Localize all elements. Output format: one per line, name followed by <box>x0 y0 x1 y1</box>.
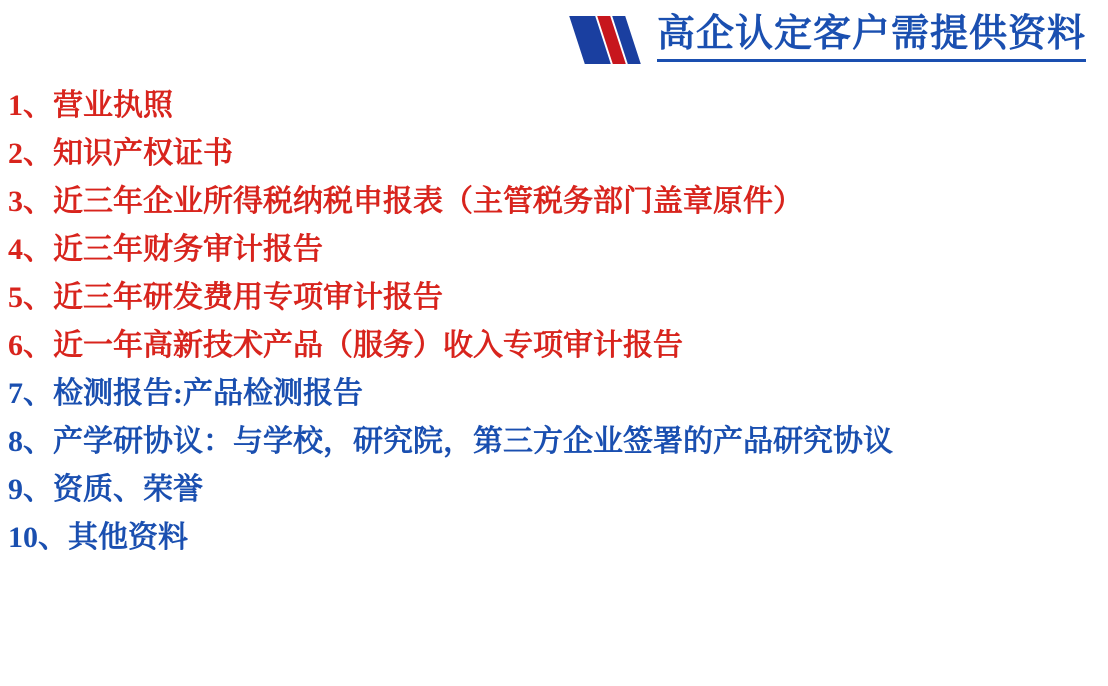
list-item <box>8 82 1100 130</box>
double-slash-flag-icon <box>575 10 643 66</box>
list-item <box>8 274 1100 322</box>
page-title: 高企认定客户需提供资料 <box>657 15 1086 62</box>
list-item <box>8 130 1100 178</box>
list-item-label: 近一年高新技术产品（服务）收入专项审计报告 <box>53 329 683 362</box>
list-item-number: 9、 <box>8 473 53 506</box>
list-item-number: 2、 <box>8 137 53 170</box>
list-item-number: 10、 <box>8 521 68 554</box>
list-item <box>8 466 1100 514</box>
list-item-number: 5、 <box>8 281 53 314</box>
list-item-label: 近三年财务审计报告 <box>53 233 323 266</box>
list-item <box>8 370 1100 418</box>
list-item-number: 8、 <box>8 425 53 458</box>
slide-header <box>575 10 1086 66</box>
list-item-label: 营业执照 <box>53 89 173 122</box>
list-item-label: 近三年研发费用专项审计报告 <box>53 281 443 314</box>
list-item-number: 4、 <box>8 233 53 266</box>
list-item <box>8 178 1100 226</box>
list-item <box>8 322 1100 370</box>
list-item-number: 1、 <box>8 89 53 122</box>
list-item-label: 检测报告:产品检测报告 <box>53 377 363 410</box>
list-item <box>8 514 1100 562</box>
list-item-label: 知识产权证书 <box>53 137 233 170</box>
list-item <box>8 226 1100 274</box>
list-item-label: 产学研协议：与学校，研究院，第三方企业签署的产品研究协议 <box>53 425 893 458</box>
list-item-number: 7、 <box>8 377 53 410</box>
list-item-label: 其他资料 <box>68 521 188 554</box>
list-item-label: 近三年企业所得税纳税申报表（主管税务部门盖章原件） <box>53 185 803 218</box>
list-item-number: 6、 <box>8 329 53 362</box>
requirements-list <box>8 82 1100 562</box>
list-item-number: 3、 <box>8 185 53 218</box>
list-item-label: 资质、荣誉 <box>53 473 203 506</box>
list-item <box>8 418 1100 466</box>
